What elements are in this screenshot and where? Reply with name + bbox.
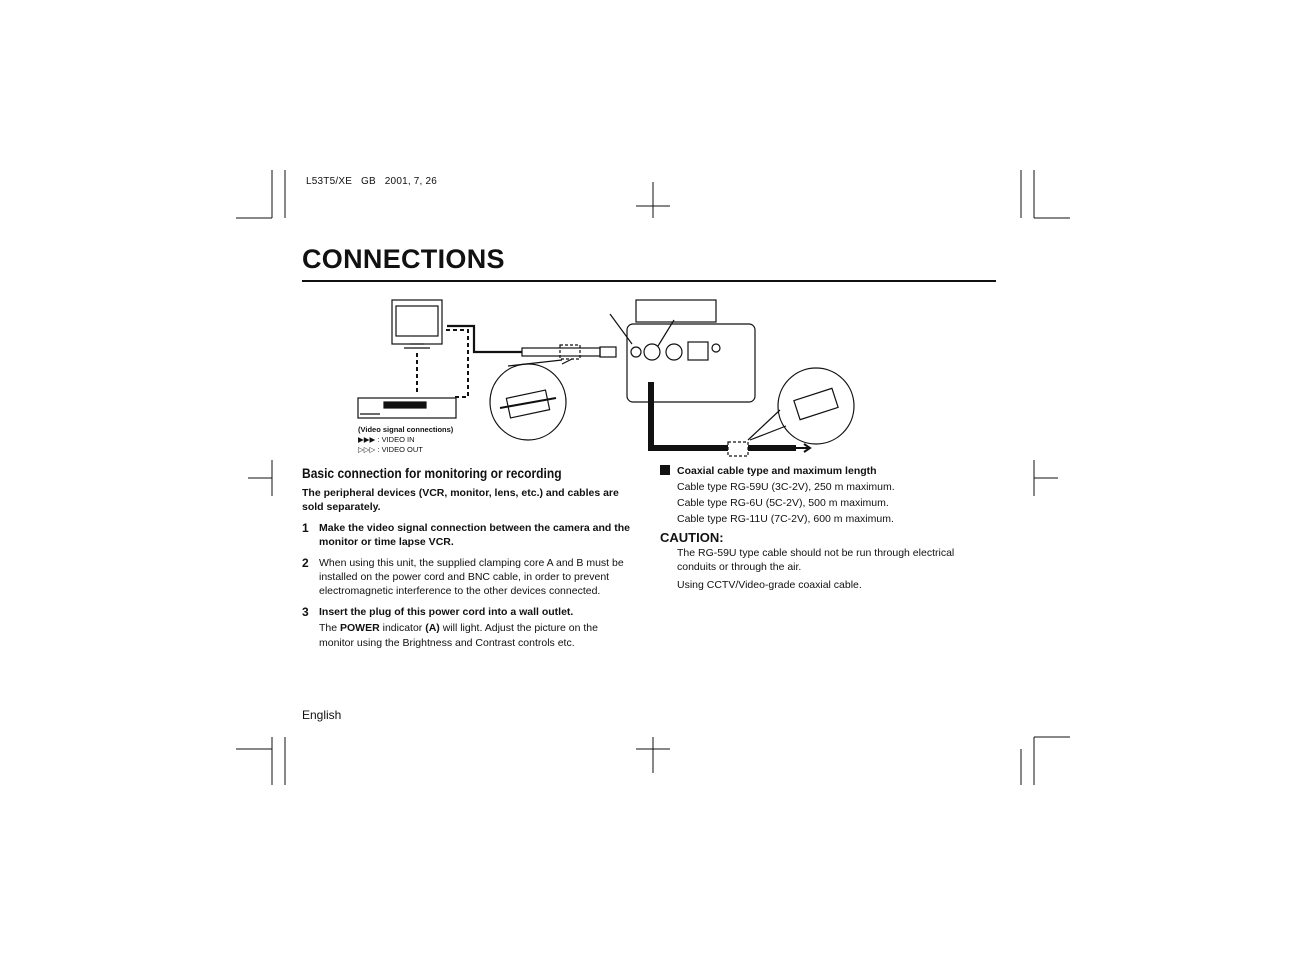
step-number: 1 (302, 521, 309, 535)
signal-legend (358, 425, 453, 455)
cable-info-column (660, 463, 980, 593)
page-title: CONNECTIONS (302, 244, 505, 274)
camera-icon (610, 300, 755, 402)
title-rule (302, 280, 996, 282)
bnc-plug-icon (600, 347, 616, 357)
section-heading: Basic connection for monitoring or recording (302, 465, 562, 481)
video-cable-line (447, 326, 522, 352)
footer-language: English (302, 708, 342, 722)
detail-text: The (319, 622, 341, 634)
caution-line: Using CCTV/Video-grade coaxial cable. (677, 579, 862, 591)
video-in-arrow-icon: ▶▶▶ (358, 435, 376, 444)
instructions-column (302, 466, 634, 651)
core-b-magnifier-icon (778, 368, 854, 444)
cable-line: Cable type RG-59U (3C-2V), 250 m maximum. (677, 481, 895, 493)
monitor-icon (392, 300, 442, 348)
clamping-core-a-icon (560, 345, 580, 359)
vcr-icon (358, 398, 456, 418)
clamping-core-b-icon (728, 442, 748, 456)
step-text: When using this unit, the supplied clamping core A and B must be installed on the power cord and BNC cable, in order to prevent electromagnetic interference to the other devices connected. (319, 557, 624, 597)
step-text: Make the video signal connection between the camera and the monitor or time lapse VCR. (319, 522, 630, 548)
vcr-out-line (445, 330, 468, 397)
legend-title: (Video signal connections) (358, 425, 454, 434)
step-2 (302, 556, 634, 598)
indicator-ref: (A) (425, 622, 440, 634)
step-number: 2 (302, 556, 309, 570)
cable-line: Cable type RG-11U (7C-2V), 600 m maximum. (677, 513, 894, 525)
detail-text: indicator (379, 622, 426, 634)
step-3 (302, 605, 634, 651)
cable-line: Cable type RG-6U (5C-2V), 500 m maximum. (677, 497, 889, 509)
caution-line: The RG-59U type cable should not be run through electrical conduits or through the air. (677, 547, 955, 573)
step-1 (302, 521, 634, 549)
doc-code: L53T5/XE GB 2001, 7, 26 (306, 176, 438, 187)
legend-video-out: : VIDEO OUT (377, 445, 423, 454)
step-3-detail (319, 621, 634, 651)
power-label: POWER (340, 622, 380, 634)
bullet-square-icon (660, 465, 670, 475)
step-text: Insert the plug of this power cord into a wall outlet. (319, 606, 574, 618)
caution-title: CAUTION: (660, 530, 724, 545)
legend-video-in: : VIDEO IN (377, 435, 415, 444)
detail-text: will light. Adjust the picture on the monitor using the Brightness and Contrast controls etc. (319, 622, 598, 649)
sold-separately-note: The peripheral devices (VCR, monitor, lens, etc.) and cables are sold separately. (302, 487, 619, 513)
step-number: 3 (302, 605, 309, 619)
cable-heading: Coaxial cable type and maximum length (677, 465, 877, 477)
cable-heading-row (660, 463, 980, 479)
coax-cable-icon (522, 348, 600, 356)
video-out-arrow-icon: ▷▷▷ (358, 445, 376, 454)
